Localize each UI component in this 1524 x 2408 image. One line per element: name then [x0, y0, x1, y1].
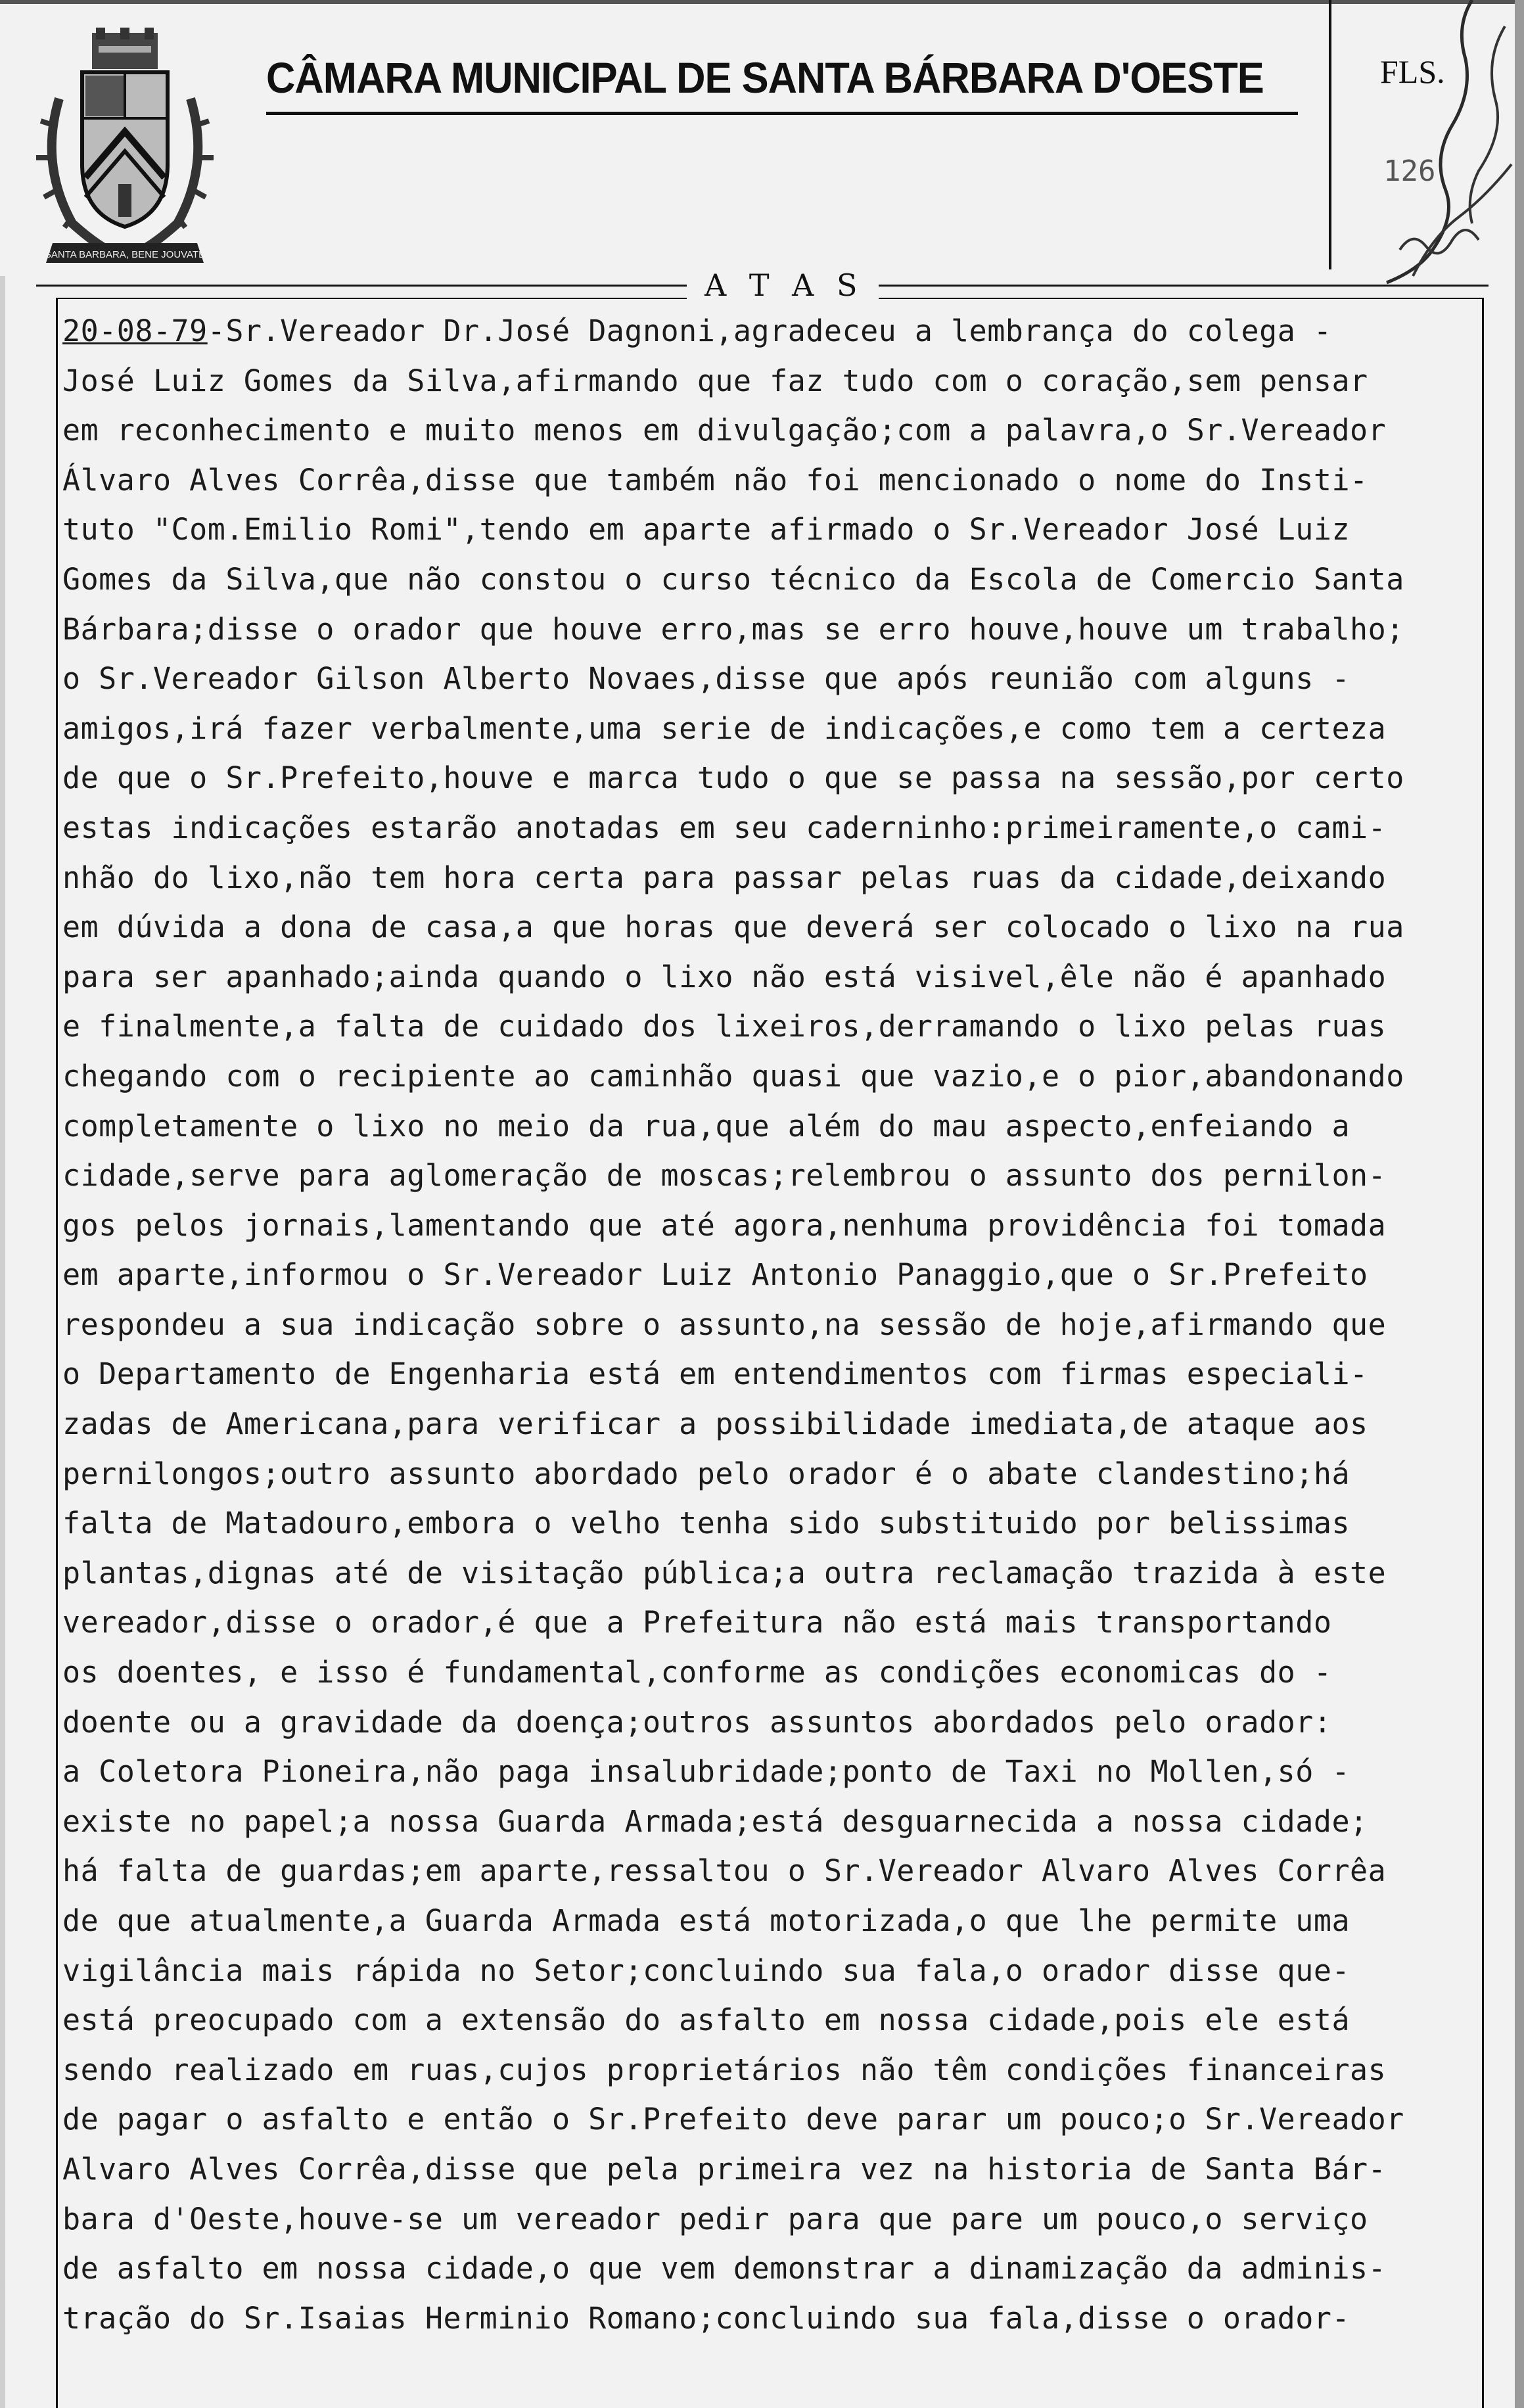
text-line: Bárbara;disse o orador que houve erro,mas se erro houve,houve um trabalho;	[62, 611, 1404, 647]
frame-top-left	[36, 285, 687, 287]
top-border	[0, 0, 1524, 4]
text-line: respondeu a sua indicação sobre o assunto,na sessão de hoje,afirmando que	[62, 1307, 1387, 1342]
text-line: Alvaro Alves Corrêa,disse que pela primeira vez na historia de Santa Bár-	[62, 2151, 1387, 2187]
text-line: amigos,irá fazer verbalmente,uma serie de indicações,e como tem a certeza	[62, 710, 1387, 746]
text-line: vereador,disse o orador,é que a Prefeitura não está mais transportando	[62, 1605, 1332, 1640]
page-edge-left	[0, 276, 5, 2408]
text-line: José Luiz Gomes da Silva,afirmando que faz tudo com o coração,sem pensar	[62, 363, 1368, 398]
fls-number: 126	[1383, 154, 1436, 188]
text-line: tuto "Com.Emilio Romi",tendo em aparte afirmado o Sr.Vereador José Luiz	[62, 512, 1351, 547]
text-line: completamente o lixo no meio da rua,que além do mau aspecto,enfeiando a	[62, 1108, 1351, 1144]
text-line: pernilongos;outro assunto abordado pelo orador é o abate clandestino;há	[62, 1456, 1351, 1491]
handwritten-signature	[1374, 0, 1524, 309]
text-line: zadas de Americana,para verificar a possibilidade imediata,de ataque aos	[62, 1406, 1368, 1442]
text-line: em aparte,informou o Sr.Vereador Luiz Antonio Panaggio,que o Sr.Prefeito	[62, 1257, 1368, 1293]
text-line: existe no papel;a nossa Guarda Armada;está desguarnecida a nossa cidade;	[62, 1803, 1368, 1839]
minutes-text	[62, 306, 1518, 2343]
text-line: de que o Sr.Prefeito,houve e marca tudo o que se passa na sessão,por certo	[62, 760, 1404, 796]
text-line: plantas,dignas até de visitação pública;a outra reclamação trazida à este	[62, 1555, 1387, 1590]
text-line: está preocupado com a extensão do asfalto em nossa cidade,pois ele está	[62, 2003, 1351, 2038]
fls-label: FLS.	[1380, 53, 1445, 90]
text-line: falta de Matadouro,embora o velho tenha sido substituido por belissimas	[62, 1506, 1351, 1541]
text-line: de que atualmente,a Guarda Armada está motorizada,o que lhe permite uma	[62, 1903, 1351, 1938]
frame-inner-top-right	[858, 298, 1482, 299]
text-line: estas indicações estarão anotadas em seu caderninho:primeiramente,o cami-	[62, 810, 1387, 845]
text-line: sendo realizado em ruas,cujos proprietários não têm condições financeiras	[62, 2052, 1387, 2087]
frame-top-right	[858, 285, 1489, 287]
text-line: vigilância mais rápida no Setor;concluindo sua fala,o orador disse que-	[62, 1953, 1351, 1988]
frame-left	[56, 298, 58, 2408]
text-line: em dúvida a dona de casa,a que horas que deverá ser colocado o lixo na rua	[62, 910, 1404, 945]
coat-of-arms-icon	[33, 26, 217, 269]
text-line: bara d'Oeste,houve-se um vereador pedir para que pare um pouco,o serviço	[62, 2201, 1368, 2236]
page-title: CÂMARA MUNICIPAL DE SANTA BÁRBARA D'OESTE	[266, 53, 1264, 102]
text-line: há falta de guardas;em aparte,ressaltou o Sr.Vereador Alvaro Alves Corrêa	[62, 1853, 1387, 1889]
text-line: gos pelos jornais,lamentando que até agora,nenhuma providência foi tomada	[62, 1207, 1387, 1243]
section-label: A T A S	[690, 267, 879, 303]
text-line: Gomes da Silva,que não constou o curso técnico da Escola de Comercio Santa	[62, 561, 1404, 597]
text-line: tração do Sr.Isaias Herminio Romano;concluindo sua fala,disse o orador-	[62, 2300, 1351, 2336]
text-line: o Departamento de Engenharia está em entendimentos com firmas especiali-	[62, 1356, 1368, 1392]
title-underline	[266, 112, 1298, 115]
text-line: para ser apanhado;ainda quando o lixo não está visivel,êle não é apanhado	[62, 959, 1387, 994]
text-line: chegando com o recipiente ao caminhão quasi que vazio,e o pior,abandonando	[62, 1058, 1404, 1094]
text-line: o Sr.Vereador Gilson Alberto Novaes,disse que após reunião com alguns -	[62, 661, 1351, 697]
frame-inner-top-left	[56, 298, 687, 299]
header-divider	[1329, 0, 1331, 269]
text-line: doente ou a gravidade da doença;outros assuntos abordados pelo orador:	[62, 1704, 1332, 1740]
text-line: cidade,serve para aglomeração de moscas;relembrou o assunto dos pernilon-	[62, 1158, 1387, 1193]
motto-text: SANTA BARBARA, BENE JOUVATE	[44, 249, 206, 260]
text-line: a Coletora Pioneira,não paga insalubridade;ponto de Taxi no Mollen,só -	[62, 1754, 1351, 1790]
text-line: de pagar o asfalto e então o Sr.Prefeito deve parar um pouco;o Sr.Vereador	[62, 2102, 1404, 2137]
text-line: os doentes, e isso é fundamental,conforme as condições economicas do -	[62, 1655, 1332, 1690]
text-line: e finalmente,a falta de cuidado dos lixeiros,derramando o lixo pelas ruas	[62, 1009, 1387, 1044]
text-line: 20-08-79-Sr.Vereador Dr.José Dagnoni,agradeceu a lembrança do colega -	[62, 313, 1332, 348]
meeting-date: 20-08-79	[62, 313, 208, 348]
text-line: de asfalto em nossa cidade,o que vem demonstrar a dinamização da adminis-	[62, 2251, 1387, 2286]
text-line: Álvaro Alves Corrêa,disse que também não foi mencionado o nome do Insti-	[62, 462, 1368, 498]
text-line: nhão do lixo,não tem hora certa para passar pelas ruas da cidade,deixando	[62, 860, 1387, 895]
text-line: em reconhecimento e muito menos em divulgação;com a palavra,o Sr.Vereador	[62, 413, 1387, 448]
